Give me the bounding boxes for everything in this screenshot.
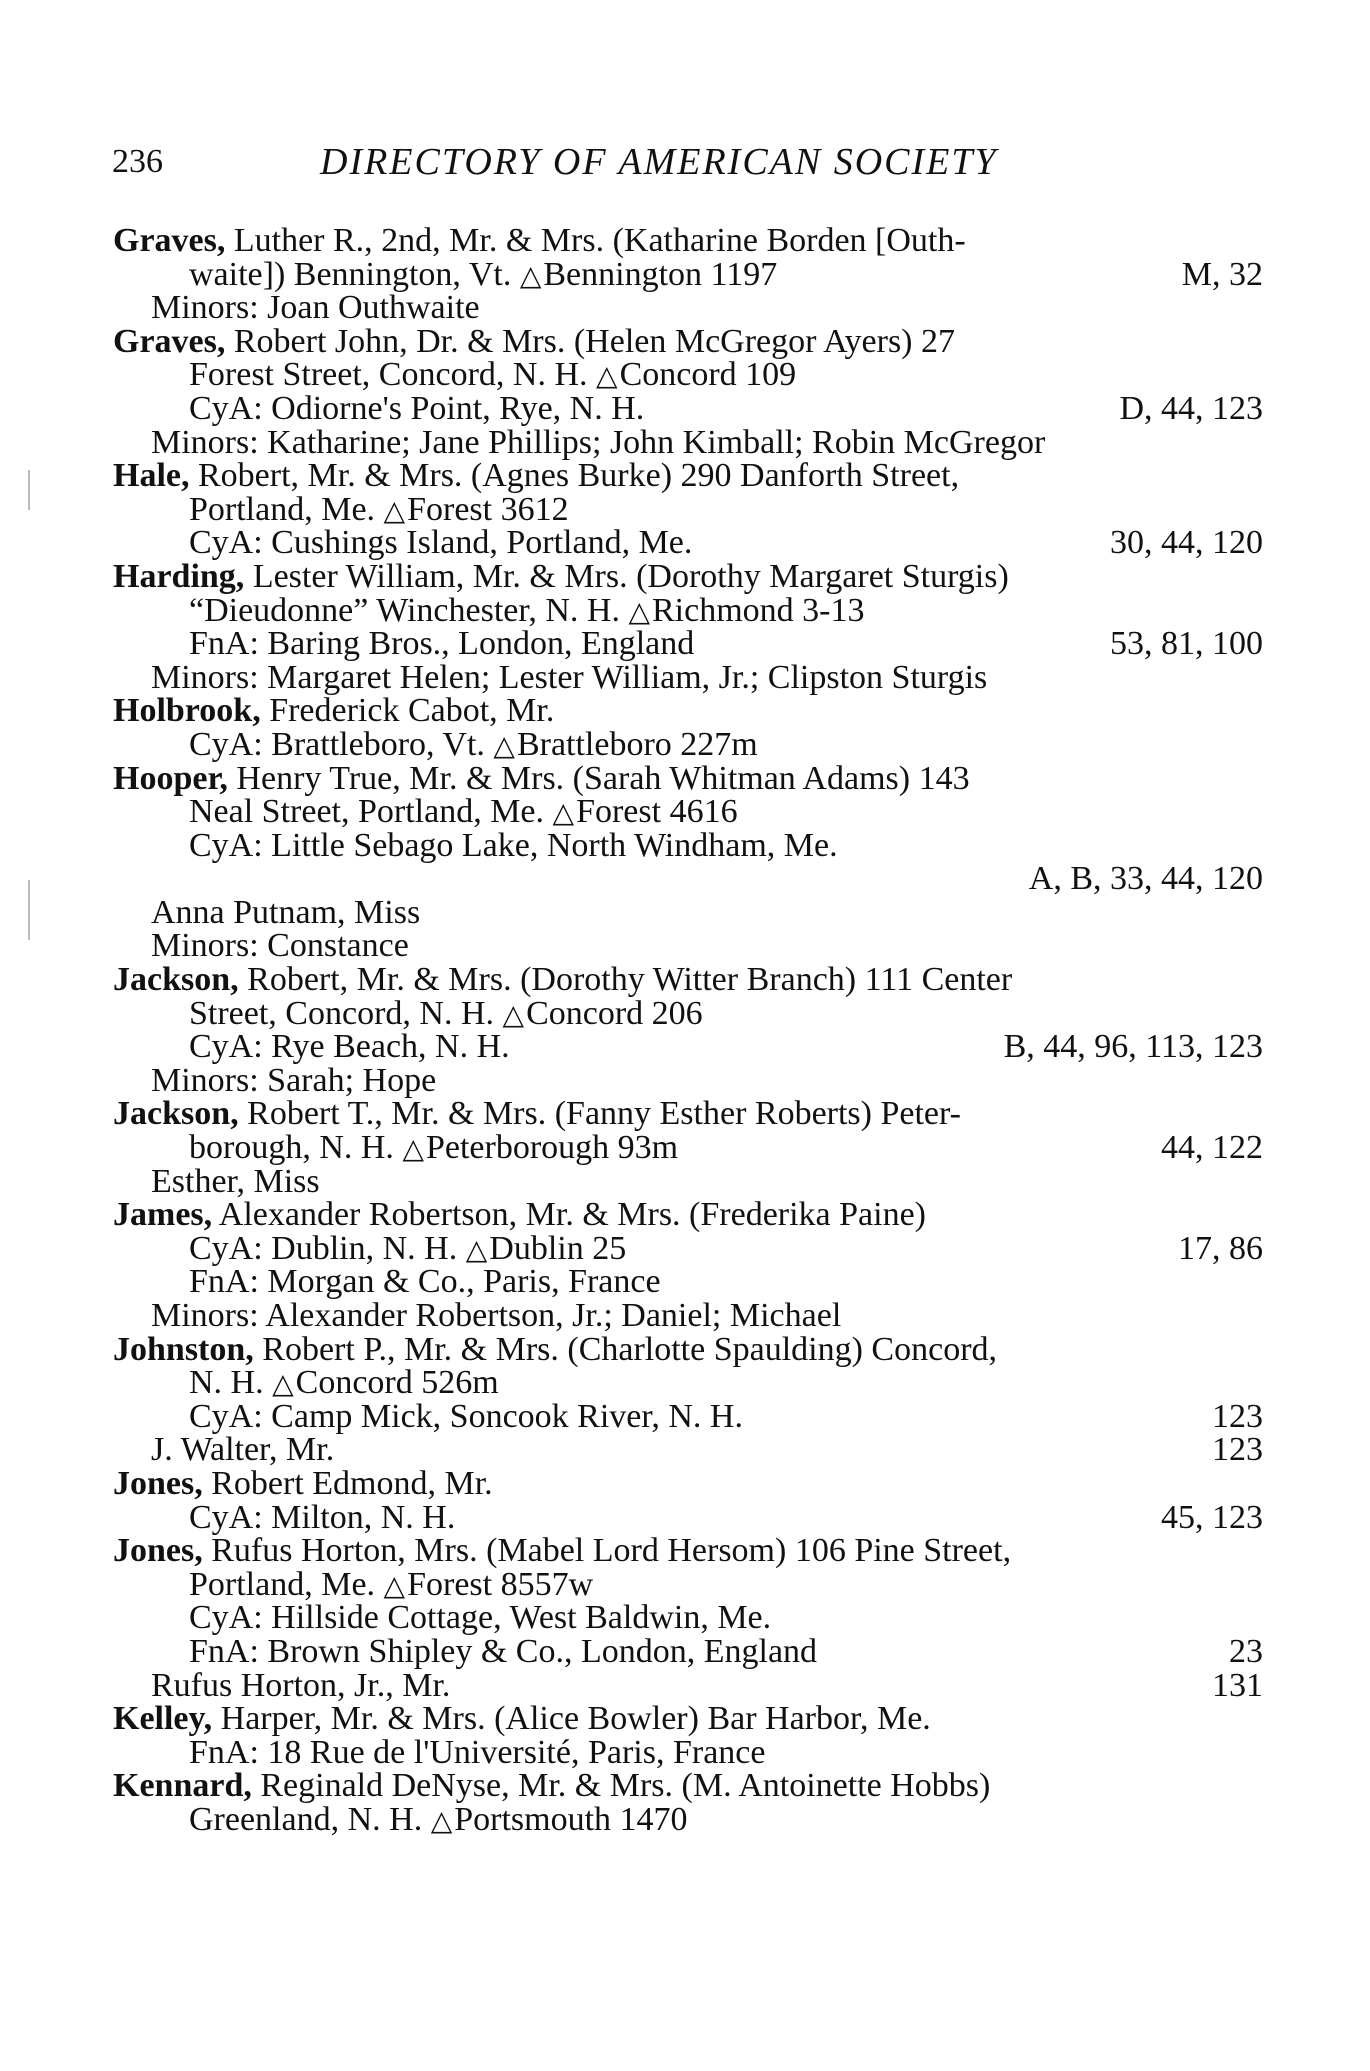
telephone-bell-icon: △ [502,999,525,1031]
entry-text: Robert T., Mr. & Mrs. (Fanny Esther Roberts) Peter- [238,1095,961,1133]
entry-text: CyA: Brattleboro, Vt. [189,725,494,763]
telephone-bell-icon: △ [383,1570,406,1602]
entry-text: Forest Street, Concord, N. H. [189,356,597,394]
entry-text: Greenland, N. H. [189,1800,431,1838]
entry-text: Minors: Katharine; Jane Phillips; John Kimball; Robin McGregor [151,423,1046,461]
entry-detail-line [113,1299,1263,1333]
entry-text: Rufus Horton, Jr., Mr. [151,1666,451,1704]
entry-detail-line [113,893,1263,931]
entry-surname: Kelley, [113,1700,213,1738]
entry-heading-line [113,1464,1263,1502]
entry-text: Harper, Mr. & Mrs. (Alice Bowler) Bar Harbor, Me. [212,1700,931,1738]
entry-surname: Kennard, [113,1767,252,1805]
entry-surname: Jones, [113,1532,203,1570]
directory-listing [113,224,1263,1837]
entry-surname: Jackson, [113,961,239,999]
entry-text: Robert P., Mr. & Mrs. (Charlotte Spaulding) Concord, [253,1330,998,1368]
telephone-number: Forest 3612 [407,490,569,528]
entry-text: Street, Concord, N. H. [189,994,503,1032]
entry-detail-line [113,1433,1263,1467]
entry-detail-line [113,1366,1263,1400]
club-codes: M, 32 [1181,255,1263,293]
entry-heading-line [113,224,1263,258]
entry-detail-line [113,1666,1263,1704]
entry-text: Esther, Miss [151,1162,320,1200]
entry-text: Lester William, Mr. & Mrs. (Dorothy Margaret Sturgis) [244,557,1009,595]
entry-text: Robert, Mr. & Mrs. (Agnes Burke) 290 Danforth Street, [189,457,960,495]
entry-detail-line [113,1030,1263,1064]
entry-detail-line [113,994,1263,1032]
entry-detail-line [113,1733,1263,1771]
telephone-bell-icon: △ [272,1369,294,1401]
entry-detail-line [113,826,1263,864]
entry-surname: Hale, [113,457,190,495]
entry-detail-line [113,862,1263,896]
entry-text: Reginald DeNyse, Mr. & Mrs. (M. Antoinette Hobbs) [251,1767,991,1805]
entry-detail-line [113,725,1263,763]
entry-detail-line [113,358,1263,392]
club-codes: 17, 86 [1178,1229,1263,1267]
entry-text: CyA: Dublin, N. H. [189,1229,466,1267]
entry-text: Frederick Cabot, Mr. [260,692,555,730]
club-codes: 30, 44, 120 [1110,524,1263,562]
entry-detail-line [113,795,1263,829]
entry-text: waite]) Bennington, Vt. [189,255,520,293]
entry-text: J. Walter, Mr. [151,1431,335,1469]
telephone-bell-icon: △ [628,596,650,628]
entry-detail-line [113,423,1263,461]
entry-text: CyA: Little Sebago Lake, North Windham, Me. [189,826,838,864]
entry-detail-line [113,591,1263,629]
entry-surname: Jackson, [113,1095,239,1133]
entry-detail-line [113,929,1263,963]
entry-text: CyA: Odiorne's Point, Rye, N. H. [189,389,645,427]
entry-text: “Dieudonne” Winchester, N. H. [189,591,629,629]
entry-heading-line [113,1534,1263,1568]
entry-text: Minors: Margaret Helen; Lester William, Jr.; Clipston Sturgis [151,658,988,696]
entry-heading-line [113,1097,1263,1131]
entry-surname: Holbrook, [113,692,261,730]
telephone-bell-icon: △ [383,495,406,527]
entry-surname: Graves, [113,222,226,259]
entry-detail-line [113,291,1263,325]
entry-detail-line [113,1162,1263,1200]
telephone-bell-icon: △ [465,1234,488,1266]
entry-text: Neal Street, Portland, Me. [189,793,553,831]
entry-surname: Johnston, [113,1330,254,1368]
entry-text: CyA: Cushings Island, Portland, Me. [189,524,693,562]
page-number: 236 [112,143,163,180]
entry-text: Minors: Joan Outhwaite [151,289,480,327]
entry-detail-line [113,1632,1263,1670]
telephone-number: Richmond 3-13 [652,591,865,629]
entry-heading-line [113,963,1263,997]
entry-text: Robert, Mr. & Mrs. (Dorothy Witter Branch) 111 Center [238,961,1013,999]
entry-heading-line [113,1198,1263,1232]
entry-text: Henry True, Mr. & Mrs. (Sarah Whitman Adams) 143 [227,759,970,797]
entry-detail-line [113,389,1263,427]
entry-surname: Graves, [113,322,226,360]
telephone-number: Concord 206 [526,994,703,1032]
telephone-bell-icon: △ [430,1805,453,1837]
entry-detail-line [113,658,1263,696]
telephone-number: Concord 109 [619,356,797,394]
telephone-number: Concord 526m [295,1364,499,1402]
entry-surname: James, [113,1196,213,1234]
telephone-number: Brattleboro 227m [516,725,758,763]
entry-detail-line [113,1565,1263,1603]
page-header [112,140,1152,190]
telephone-bell-icon: △ [493,730,515,762]
entry-text: Anna Putnam, Miss [151,893,421,931]
entry-surname: Harding, [113,557,245,595]
telephone-number: Forest 8557w [407,1565,594,1603]
telephone-bell-icon: △ [552,798,575,830]
entry-text: N. H. [189,1364,273,1402]
entry-detail-line [113,627,1263,661]
entry-heading-line [113,1330,1263,1368]
entry-text: FnA: Morgan & Co., Paris, France [189,1263,661,1301]
entry-text: FnA: Baring Bros., London, England [189,625,695,663]
entry-text: Minors: Alexander Robertson, Jr.; Daniel; Michael [151,1297,842,1334]
entry-heading-line [113,694,1263,728]
entry-detail-line [113,1800,1263,1838]
telephone-bell-icon: △ [519,260,542,292]
entry-text: CyA: Hillside Cottage, West Baldwin, Me. [189,1599,772,1637]
club-codes: B, 44, 96, 113, 123 [1003,1028,1263,1066]
club-codes: 23 [1229,1632,1263,1670]
entry-detail-line [113,490,1263,528]
entry-detail-line [113,1061,1263,1099]
entry-heading-line [113,322,1263,360]
club-codes: D, 44, 123 [1119,389,1263,427]
telephone-number: Bennington 1197 [543,255,778,293]
entry-text: FnA: 18 Rue de l'Université, Paris, France [189,1733,766,1771]
entry-text: Portland, Me. [189,490,384,528]
entry-text: borough, N. H. [189,1129,403,1167]
club-codes: 131 [1212,1666,1263,1704]
telephone-number: Portsmouth 1470 [454,1800,688,1838]
entry-heading-line [113,759,1263,797]
entry-heading-line [113,1702,1263,1736]
entry-text: CyA: Milton, N. H. [189,1498,456,1536]
telephone-number: Peterborough 93m [425,1129,679,1167]
entry-text: Minors: Constance [151,927,409,965]
telephone-bell-icon: △ [402,1134,424,1166]
entry-detail-line [113,1397,1263,1435]
telephone-number: Forest 4616 [576,793,738,831]
entry-text: Alexander Robertson, Mr. & Mrs. (Frederika Paine) [212,1196,927,1234]
entry-text: FnA: Brown Shipley & Co., London, England [189,1632,818,1670]
entry-surname: Hooper, [113,759,228,797]
page-edge-mark [28,470,30,510]
club-codes: 123 [1212,1397,1263,1435]
entry-text: CyA: Camp Mick, Soncook River, N. H. [189,1397,743,1435]
entry-detail-line [113,1498,1263,1536]
club-codes: A, B, 33, 44, 120 [1028,860,1263,898]
entry-heading-line [113,459,1263,493]
page-title: DIRECTORY OF AMERICAN SOCIETY [320,141,998,183]
entry-detail-line [113,255,1263,293]
entry-heading-line [113,557,1263,595]
page-edge-mark [28,880,30,940]
entry-surname: Jones, [113,1464,203,1502]
entry-heading-line [113,1769,1263,1803]
entry-text: Portland, Me. [189,1565,384,1603]
entry-text: Robert John, Dr. & Mrs. (Helen McGregor Ayers) 27 [225,322,955,360]
entry-detail-line [113,1601,1263,1635]
entry-detail-line [113,526,1263,560]
club-codes: 123 [1212,1431,1263,1469]
entry-detail-line [113,1229,1263,1267]
entry-text: Robert Edmond, Mr. [202,1464,493,1502]
entry-detail-line [113,1131,1263,1165]
entry-detail-line [113,1265,1263,1299]
entry-text: CyA: Rye Beach, N. H. [189,1028,510,1066]
telephone-number: Dublin 25 [489,1229,627,1267]
telephone-bell-icon: △ [596,361,618,393]
entry-text: Rufus Horton, Mrs. (Mabel Lord Hersom) 106 Pine Street, [202,1532,1012,1570]
club-codes: 44, 122 [1161,1129,1263,1167]
entry-text: Minors: Sarah; Hope [151,1061,437,1099]
entry-text: Luther R., 2nd, Mr. & Mrs. (Katharine Borden [Outh- [225,222,966,259]
club-codes: 53, 81, 100 [1110,625,1263,663]
club-codes: 45, 123 [1161,1498,1263,1536]
